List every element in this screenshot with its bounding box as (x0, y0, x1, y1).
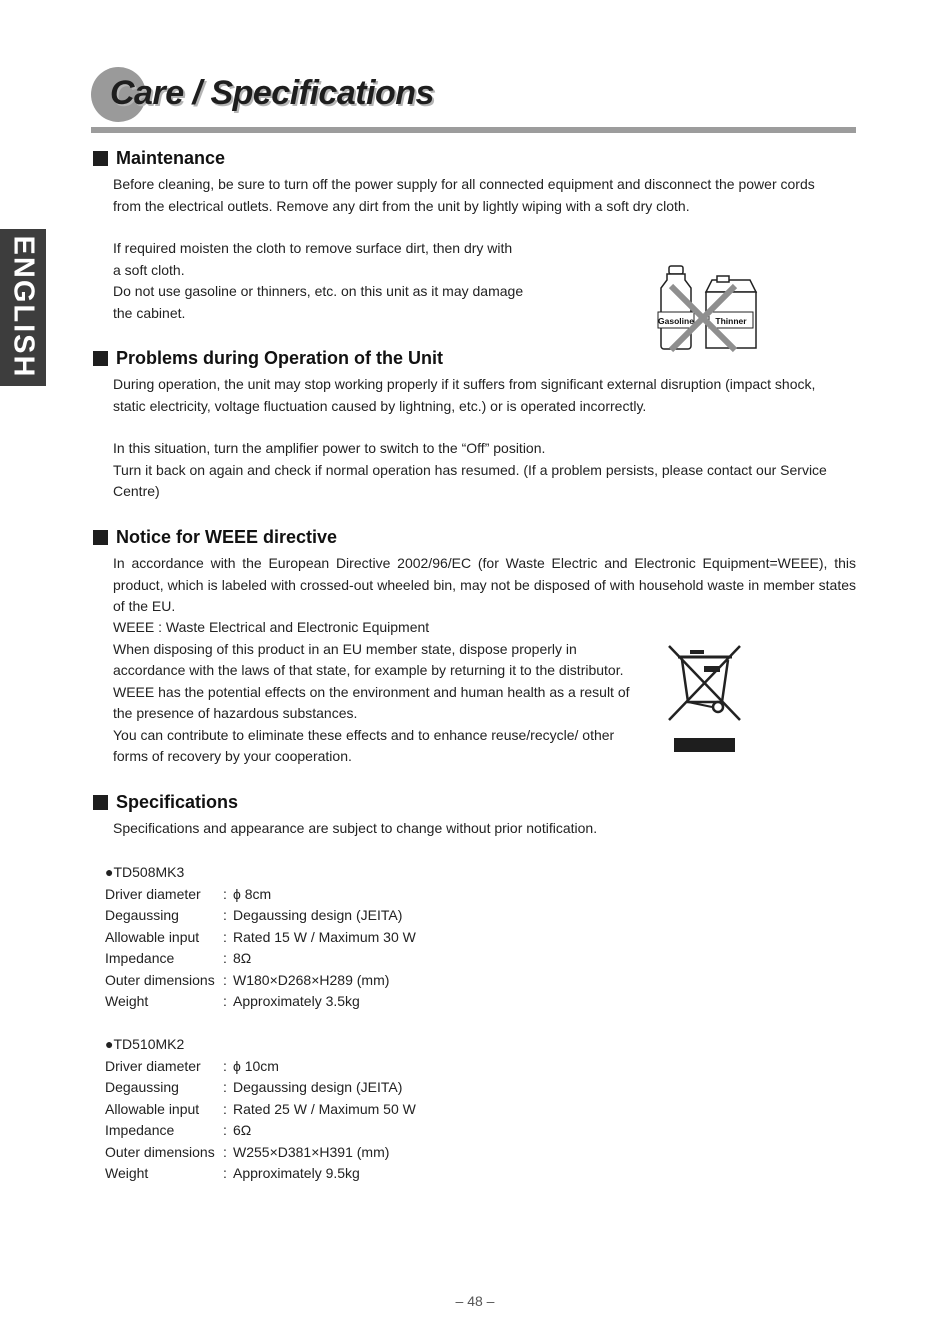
spec-label: Driver diameter (105, 885, 201, 902)
spec-row (105, 970, 485, 992)
crossed-out-wheeled-bin-icon (664, 640, 746, 756)
heading-square-icon (93, 351, 108, 366)
specifications-heading-text: Specifications (116, 792, 239, 812)
spec-value: Degaussing design (JEITA) (233, 1079, 403, 1095)
text-line: the cabinet. (113, 304, 186, 321)
weee-heading (93, 527, 337, 547)
spec-value: 6Ω (233, 1122, 252, 1138)
spec-label: Impedance (105, 950, 175, 966)
no-solvents-icon (653, 262, 758, 354)
specifications-intro: Specifications and appearance are subject to change without prior notification. (113, 820, 598, 836)
spec-label: Allowable input (105, 928, 200, 945)
maintenance-heading (93, 148, 225, 168)
spec-colon: : (223, 907, 227, 923)
spec-row (105, 948, 485, 970)
spec-value: Degaussing design (JEITA) (233, 907, 403, 923)
spec-value: ϕ 8cm (233, 885, 272, 902)
spec-value: ϕ 10cm (233, 1057, 279, 1074)
spec-row (105, 1099, 485, 1121)
text-line: You can contribute to eliminate these effects and to enhance reuse/recycle/ other (113, 726, 615, 743)
spec-colon: : (223, 1079, 227, 1095)
spec-label: Impedance (105, 1122, 175, 1138)
spec-colon: : (223, 1100, 227, 1117)
problems-heading (93, 348, 443, 368)
spec-row (105, 1163, 485, 1185)
page-number: – 48 – (455, 1293, 495, 1309)
spec-colon: : (223, 1143, 227, 1160)
spec-colon: : (223, 993, 227, 1009)
spec-colon: : (223, 1057, 227, 1074)
maintenance-paragraph-2 (113, 238, 573, 324)
spec-label: Outer dimensions (105, 971, 215, 988)
text-line: WEEE has the potential effects on the environment and human health as a result of (113, 683, 630, 700)
spec-colon: : (223, 1122, 227, 1138)
model-name: ●TD510MK2 (105, 1036, 185, 1052)
maintenance-heading-text: Maintenance (116, 148, 226, 168)
spec-label: Degaussing (105, 907, 179, 923)
text-line: If required moisten the cloth to remove surface dirt, then dry with (113, 240, 513, 256)
spec-value: Rated 15 W / Maximum 30 W (233, 928, 416, 945)
language-tab-label: ENGLISH (7, 235, 40, 379)
model-name: ●TD508MK3 (105, 864, 185, 880)
text-line: WEEE : Waste Electrical and Electronic Equipment (113, 619, 430, 635)
spec-row (105, 927, 485, 949)
text-line: a soft cloth. (113, 261, 185, 278)
text-line: forms of recovery by your cooperation. (113, 748, 352, 764)
weee-heading-text: Notice for WEEE directive (116, 527, 338, 547)
text-line: Before cleaning, be sure to turn off the power supply for all connected equipment and disconnect the power cords (113, 176, 815, 192)
spec-colon: : (223, 885, 227, 902)
text-line: In this situation, turn the amplifier power to switch to the “Off” position. (113, 440, 546, 456)
spec-colon: : (223, 1165, 227, 1181)
spec-block-td508mk3 (105, 862, 485, 1013)
text-line: from the electrical outlets. Remove any dirt from the unit by lightly wiping with a soft dry cloth. (113, 197, 690, 214)
spec-row (105, 1077, 485, 1099)
text-line: Do not use gasoline or thinners, etc. on this unit as it may damage (113, 283, 524, 299)
spec-colon: : (223, 950, 227, 966)
text-line: static electricity, voltage fluctuation caused by lightning, etc.) or is operated incorrectly. (113, 397, 647, 414)
spec-row (105, 884, 485, 906)
heading-square-icon (93, 530, 108, 545)
thinner-label: Thinner (715, 316, 747, 326)
specifications-heading (93, 792, 238, 812)
spec-value: W180×D268×H289 (mm) (233, 971, 390, 988)
text-line: the presence of hazardous substances. (113, 705, 358, 721)
problems-paragraph-1 (113, 374, 856, 417)
weee-paragraph-1: In accordance with the European Directive 2002/96/EC (for Waste Electric and Electronic Equipment=WEEE), this product, which is labeled with crossed-out wheeled bin, may not be disposed of with household waste in member states of the EU. (113, 555, 856, 614)
spec-row (105, 1056, 485, 1078)
spec-label: Degaussing (105, 1079, 179, 1095)
weee-paragraph-2 (113, 617, 653, 768)
spec-value: Rated 25 W / Maximum 50 W (233, 1100, 416, 1117)
spec-value: 8Ω (233, 950, 252, 966)
heading-square-icon (93, 151, 108, 166)
problems-heading-text: Problems during Operation of the Unit (116, 348, 444, 368)
text-line: When disposing of this product in an EU member state, dispose properly in (113, 640, 577, 657)
text-line: accordance with the laws of that state, for example by returning it to the distributor. (113, 662, 624, 678)
spec-label: Weight (105, 1165, 149, 1181)
spec-row (105, 905, 485, 927)
spec-row (105, 1120, 485, 1142)
spec-label: Outer dimensions (105, 1143, 215, 1160)
language-tab (0, 229, 46, 386)
spec-value: Approximately 3.5kg (233, 993, 360, 1009)
heading-square-icon (93, 795, 108, 810)
spec-row (105, 1142, 485, 1164)
spec-value: Approximately 9.5kg (233, 1165, 360, 1181)
problems-paragraph-2 (113, 438, 856, 503)
text-line: Centre) (113, 483, 160, 499)
spec-block-td510mk2 (105, 1034, 485, 1185)
spec-colon: : (223, 971, 227, 988)
text-line: Turn it back on again and check if normal operation has resumed. (If a problem persists, please contact our Service (113, 461, 827, 478)
spec-row (105, 991, 485, 1013)
spec-label: Driver diameter (105, 1057, 201, 1074)
maintenance-paragraph-1 (113, 174, 856, 217)
spec-label: Allowable input (105, 1100, 200, 1117)
gasoline-label: Gasoline (658, 316, 694, 326)
page-title: Care / Specifications (110, 74, 434, 112)
title-rule (91, 127, 856, 133)
spec-value: W255×D381×H391 (mm) (233, 1143, 390, 1160)
spec-colon: : (223, 928, 227, 945)
spec-label: Weight (105, 993, 149, 1009)
text-line: During operation, the unit may stop working properly if it suffers from significant external disruption (impact shock, (113, 376, 816, 392)
